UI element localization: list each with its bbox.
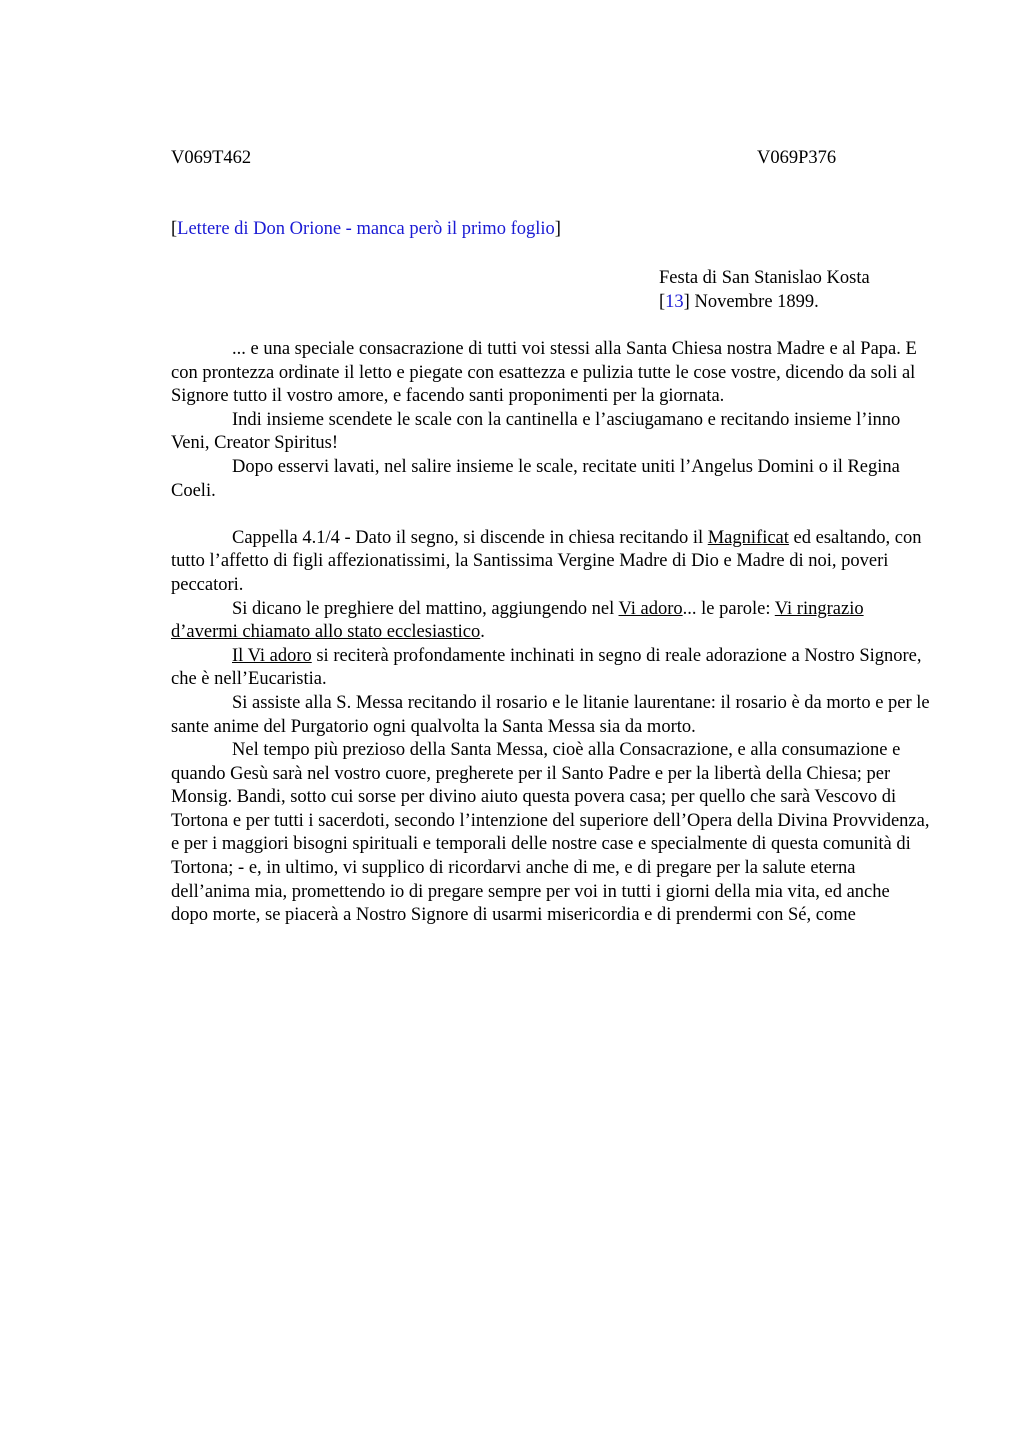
dateline: [659, 266, 870, 314]
vi-ringrazio-underlined: Vi ringrazio d’avermi chiamato allo stato ecclesiastico: [171, 598, 864, 643]
prayers-text-a: Si dicano le preghiere del mattino, aggiungendo nel: [232, 598, 619, 619]
magnificat-underlined: Magnificat: [707, 527, 789, 548]
date-close-bracket: ]: [683, 292, 690, 312]
heading-close-bracket: ]: [554, 219, 561, 239]
paragraph-chapel: [171, 527, 931, 598]
paragraph-consecration: ... e una speciale consacrazione di tutti voi stessi alla Santa Chiesa nostra Madre e al Papa. E con prontezza ordinate il letto e piegate con esattezza e pulizia tutte le cose vostre, dicendo da soli al Signore tutto il vostro amore, e facendo santi proponimenti per la giornata.: [171, 339, 917, 407]
date-month-year: Novembre 1899.: [689, 292, 819, 312]
vi-adoro-text: si reciterà profondamente inchinati in segno di reale adorazione a Nostro Signore, che è nell’Eucaristia.: [171, 645, 922, 690]
date-day: 13: [665, 292, 684, 312]
paragraph-prayers: [171, 598, 931, 645]
dateline-date: [659, 290, 870, 314]
document-code-left: V069T462: [171, 148, 252, 168]
heading-title: Lettere di Don Orione - manca però il primo foglio: [177, 219, 555, 239]
document-code-right: V069P376: [757, 148, 837, 168]
paragraph-consecration-prayers: Nel tempo più prezioso della Santa Messa, cioè alla Consacrazione, e alla consumazione e quando Gesù sarà nel vostro cuore, pregherete per il Santo Padre e per la libertà della Chiesa; per Monsig. Bandi, sotto cui sorse per divino aiuto questa povera casa; per quello che sarà Vescovo di Tortona e per tutti i sacerdoti, secondo l’intenzione del superiore dell’Opera della Divina Provvidenza, e per i maggiori bisogni spirituali e temporali delle nostre case e specialmente di questa comunità di Tortona; - e, in ultimo, vi supplico di ricordarvi anche di me, e di pregare per la salute eterna dell’anima mia, promettendo io di pregare sempre per voi in tutti i giorni della mia vita, ed anche dopo morte, se piacerà a Nostro Signore di usarmi misericordia e di prendermi con Sé, come: [171, 740, 930, 926]
paragraph-mass: Si assiste alla S. Messa recitando il rosario e le litanie laurentane: il rosario è da morto e per le sante anime del Purgatorio ogni qualvolta la Santa Messa sia da morto.: [171, 692, 930, 737]
dateline-feast: Festa di San Stanislao Kosta: [659, 268, 870, 288]
prayers-text-c: .: [480, 622, 485, 643]
heading-open-bracket: [: [171, 219, 178, 239]
vi-adoro-underlined: Vi adoro: [618, 598, 683, 619]
letter-body: [171, 338, 931, 928]
paragraph-vi-adoro: [171, 645, 931, 692]
il-vi-adoro-underlined: Il Vi adoro: [232, 645, 312, 666]
paragraph-stairs: Indi insieme scendete le scale con la cantinella e l’asciugamano e recitando insieme l’inno Veni, Creator Spiritus!: [171, 409, 901, 454]
chapel-text-b: ed esaltando, con tutto l’affetto di figli affezionatissimi, la Santissima Vergine Madre di Dio e Madre di noi, poveri peccatori.: [171, 527, 922, 595]
document-heading: [171, 218, 561, 240]
chapel-text-a: Cappella 4.1/4 - Dato il segno, si discende in chiesa recitando il: [232, 527, 708, 548]
prayers-text-b: ... le parole:: [682, 598, 775, 619]
date-open-bracket: [: [659, 292, 666, 312]
paragraph-gap: [171, 503, 931, 527]
paragraph-washing: Dopo esservi lavati, nel salire insieme le scale, recitate uniti l’Angelus Domini o il Regina Coeli.: [171, 456, 900, 501]
